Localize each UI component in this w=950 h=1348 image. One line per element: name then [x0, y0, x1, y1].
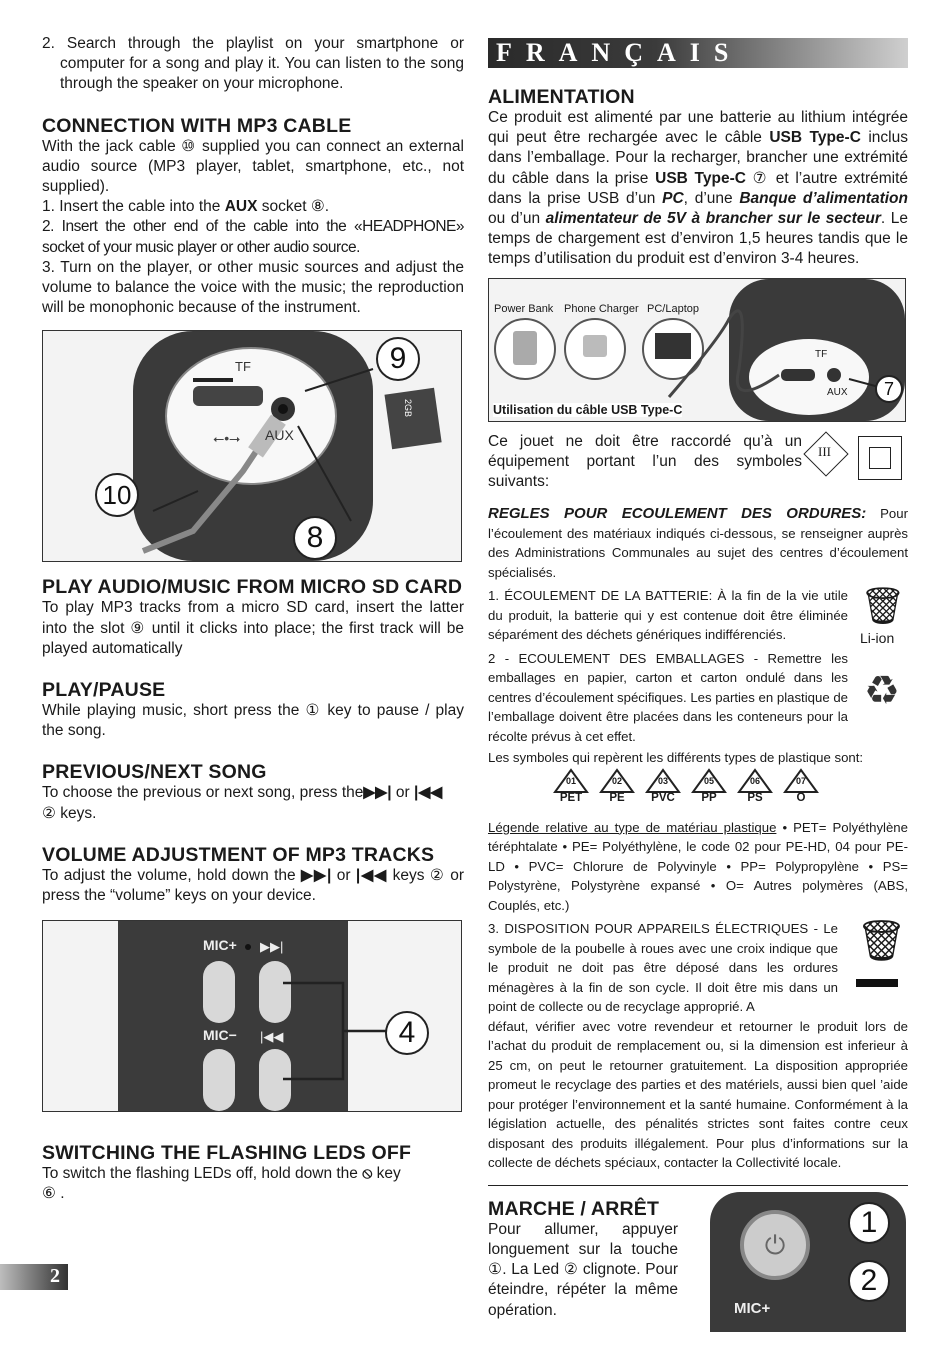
leds-text: To switch the flashing LEDs off, hold down the ⦸ key ⑥ . [42, 1165, 401, 1203]
electrical-disposal [488, 919, 908, 1017]
next-icon: ▶▶| [301, 866, 332, 884]
recycle-icon: ♻ [864, 668, 900, 713]
callout-2: 2 [848, 1260, 890, 1302]
callout-9: 9 [376, 337, 420, 381]
usb-charging-figure [488, 278, 906, 422]
aux-label-fr: AUX [827, 386, 848, 398]
plastic-symbols-row [488, 768, 908, 814]
phone-charger-label: Phone Charger [564, 302, 639, 315]
plastic-label: O [796, 791, 806, 804]
plastic-label: PVC [651, 791, 675, 804]
intro-item-2: 2. Search through the playlist on your smartphone or computer for a song and play it. You can listen to the song through the speaker on your microphone. [42, 35, 464, 93]
aux-socket-figure [42, 330, 462, 562]
regles-intro: REGLES POUR ECOULEMENT DES ORDURES: Pour l’écoulement des matériaux indiqués ci-dessous, se renseigner auprès des Administrations Communales au sujet des centres d’écoulement spécialisés. [488, 505, 908, 580]
plastic-code: 06 [749, 775, 760, 786]
weee-bar [856, 979, 898, 987]
callout-8: 8 [293, 516, 337, 560]
usb-figure-caption: Utilisation du câble USB Type-C [493, 402, 683, 417]
alimentation-text: Ce produit est alimenté par une batterie au lithium intégrée qui peut être rechargée avec le câble USB Type-C inclus dans l’emballage. Pour la recharger, brancher une extrémité du câble dans la prise USB Type-C ⑦ et l’autre extrémité dans la prise USB d’un PC, d’une Banque d’alimentation ou d’un alimentateur de 5V à brancher sur le secteur. Le temps de chargement est d’environ 1,5 heures tandis que le temps d’utilisation du produit est d’environ 3-4 heures. [488, 109, 909, 268]
volume-title: VOLUME ADJUSTMENT OF MP3 TRACKS [42, 843, 435, 866]
mic-minus-label: MIC− [203, 1027, 237, 1044]
mic-plus-label: MIC+ [203, 937, 237, 954]
plastic-code: 02 [611, 775, 622, 786]
symbols-text: Ce jouet ne doit être raccordé qu’à un équipement portant l’un des symboles suivants: [488, 432, 802, 491]
mp3-step-2: 2. Insert the other end of the cable into the «HEADPHONE» socket of your music player or other audio source. [42, 218, 464, 256]
callout-10: 10 [95, 473, 139, 517]
microsd-text: To play MP3 tracks from a micro SD card, insert the latter into the slot ⑨ until it clicks into place; the first track will be played automatically [42, 599, 464, 657]
weee-bin-icon: 🗑 [856, 919, 907, 964]
volume-text: To adjust the volume, hold down the ▶▶| or |◀◀ keys ② or press the “volume” keys on your device. [42, 866, 464, 905]
plastic-label: PET [559, 791, 583, 804]
mp3-step-1: 1. Insert the cable into the AUX socket ⑧. [42, 198, 330, 216]
playpause-title: PLAY/PAUSE [42, 679, 166, 702]
double-insulation-symbol [858, 436, 902, 480]
symbols-block [488, 432, 908, 493]
microsd-title: PLAY AUDIO/MUSIC FROM MICRO SD CARD [42, 576, 463, 599]
prev-icon: |◀◀ [355, 866, 388, 884]
plastic-legend: Légende relative au type de matériau plastique • PET= Polyéthylène téréphtalate • PE= Polyéthylène, le code 02 pour PE-HD, 04 pour PE-LD • PVC= Chlorure de Polyvinyle • PP= Polypropylène • PS= Polystyrène, Polystyrène expansé • O= Autres polymères (ABS, Couplés, etc.) [488, 819, 908, 913]
mp3-step-3: 3. Turn on the player, or other music sources and adjust the volume to balance the voice with the music; the reproduction will be monophonic because of the instrument. [42, 258, 464, 317]
crossed-bin-icon: 🗑 [860, 585, 906, 627]
plastic-code: 07 [795, 775, 806, 786]
plastic-symbol-pvc [640, 768, 686, 804]
battery-disposal [488, 586, 908, 645]
playpause-text: While playing music, short press the ① key to pause / play the song. [42, 702, 464, 740]
plastics-intro: Les symboles qui repèrent les différents types de plastique sont: [488, 750, 864, 766]
tf-slot-label: TF [235, 359, 251, 375]
mic-plus-label-fr: MIC+ [734, 1299, 771, 1317]
sd-card-label: 2GB [403, 399, 414, 418]
usb-charging-illustration [489, 279, 905, 421]
mp3-cable-text: With the jack cable ⑩ supplied you can connect an external audio source (MP3 player, tablet, smartphone, etc., not supplied). [42, 137, 464, 196]
callout-4: 4 [385, 1011, 429, 1055]
power-button: ⏻ [740, 1210, 810, 1280]
svg-text:|◀◀: |◀◀ [260, 1029, 284, 1045]
left-column [42, 34, 464, 1205]
right-column [488, 38, 908, 1348]
leds-title: SWITCHING THE FLASHING LEDS OFF [42, 1142, 412, 1165]
plastic-symbol-pp [686, 768, 732, 804]
packaging-disposal [488, 649, 908, 747]
next-icon: ▶▶| [363, 784, 392, 802]
liion-label: Li-ion [860, 630, 895, 647]
alimentation-title: ALIMENTATION [488, 86, 635, 108]
page-number-tab [0, 1264, 68, 1290]
plastic-label: PS [747, 791, 763, 804]
prevnext-text: To choose the previous or next song, press the▶▶| or |◀◀ ② keys. [42, 784, 443, 822]
plastic-symbol-o [778, 768, 824, 804]
plastic-symbol-pet [548, 768, 594, 804]
callout-1: 1 [848, 1202, 890, 1244]
svg-text:⭠•⭢: ⭠•⭢ [213, 430, 241, 447]
plastic-symbol-ps [732, 768, 778, 804]
plastic-label: PP [701, 791, 717, 804]
callout-7: 7 [875, 375, 903, 403]
plastic-symbol-pe [594, 768, 640, 804]
tf-label: TF [815, 348, 828, 360]
mp3-cable-title: CONNECTION WITH MP3 CABLE [42, 114, 352, 137]
marche-text: Pour allumer, appuyer longuement sur la touche ①. La Led ② clignote. Pour éteindre, répéter la même opération. [488, 1220, 678, 1319]
pc-laptop-label: PC/Laptop [647, 302, 699, 315]
prev-icon: |◀◀ [414, 784, 443, 802]
plastic-code: 05 [703, 775, 714, 786]
marche-title: MARCHE / ARRÊT [488, 1197, 660, 1220]
page-number: 2 [50, 1265, 60, 1287]
section-divider [488, 1185, 908, 1186]
class-iii-label: III [818, 443, 831, 459]
aux-label: AUX [265, 427, 294, 444]
volume-keys-figure [42, 920, 462, 1112]
plastic-code: 01 [565, 775, 576, 786]
electrical-disposal-text-b: défaut, vérifier avec votre revendeur et retourner le produit lors de l’achat du produit de remplacement ou, si la dimension est inferieur à 25 cm, on peut le retourner gratuitement. La disposition appropriée promeut le recyclage des parties et des matériels, aussi bien quel ’aide pour protéger l’environnement et la santé humaine. Conformément à la législation actuelle, des pénalités strictes sont faites contre ceux disposant des produits illégalement. Pour plus d’informations sur la collecte de déchets spéciaux, contacter la Collectivité locale. [488, 1018, 908, 1171]
plastic-label: PE [609, 791, 625, 804]
leds-off-icon: ⦸ [362, 1165, 373, 1183]
electrical-disposal-text-a: 3. DISPOSITION POUR APPAREILS ÉLECTRIQUES - Le symbole de la poubelle à roues avec une croix indique que le produit ne doit pas être déposé dans les ordures ménagères à la fin de son cycle. Il doit être mis dans un point de collecte ou de recyclage approprié. A [488, 921, 838, 1015]
svg-text:▶▶|: ▶▶| [260, 939, 284, 955]
packaging-disposal-text: 2 - ECOULEMENT DES EMBALLAGES - Remettre les emballages en papier, carton et carton ondulé dans les centres d’écoulement spécifiques. Les parties en plastique de l’emballage doivent être placées dans les conteneurs pour la récolte prévus à cet effet. [488, 650, 848, 744]
power-bank-label: Power Bank [494, 302, 554, 315]
prevnext-title: PREVIOUS/NEXT SONG [42, 761, 267, 784]
marche-section [488, 1198, 908, 1348]
language-banner: FRANÇAIS [488, 38, 908, 68]
battery-disposal-text: 1. ÉCOULEMENT DE LA BATTERIE: À la fin de la vie utile du produit, la batterie qui y est contenue doit être éliminée séparément des déchets génériques indifférenciés. [488, 588, 848, 643]
plastic-code: 03 [657, 775, 668, 786]
